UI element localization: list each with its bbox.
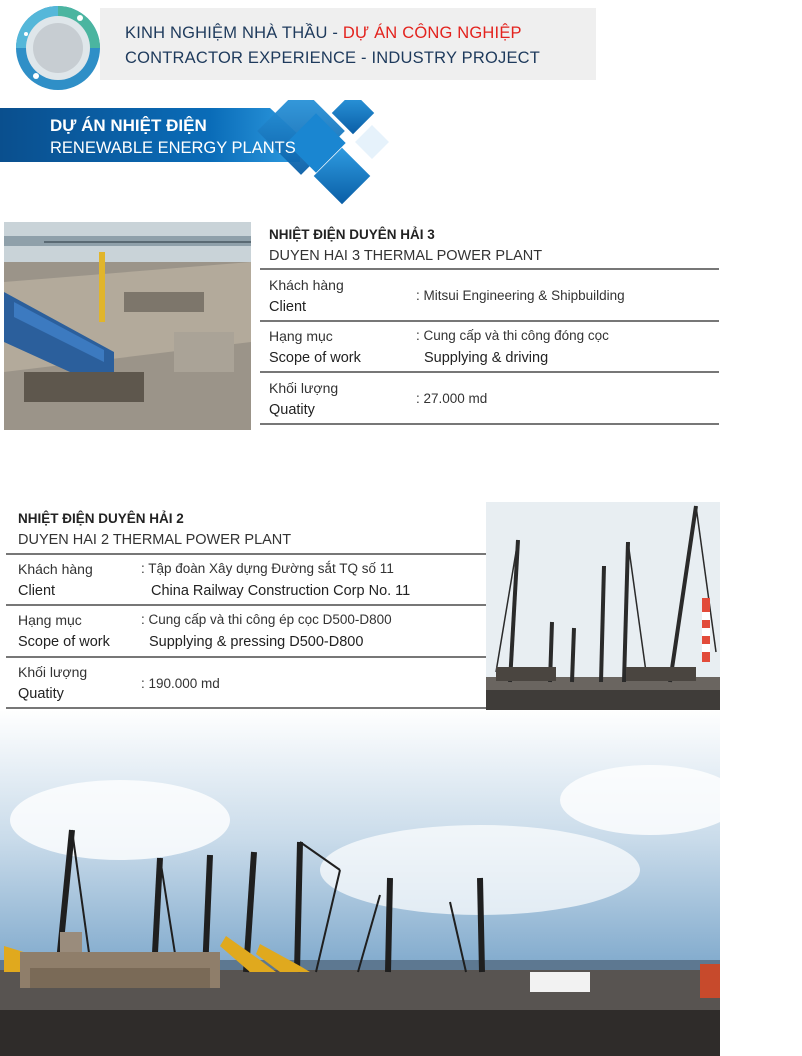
scope-label-en: Scope of work bbox=[269, 350, 361, 366]
divider bbox=[260, 371, 719, 373]
client-value-vi: : Tập đoàn Xây dựng Đường sắt TQ số 11 bbox=[141, 561, 394, 576]
section-title-en: RENEWABLE ENERGY PLANTS bbox=[50, 139, 296, 157]
scope-value-en: Supplying & pressing D500-D800 bbox=[149, 634, 364, 650]
quantity-label-vi: Khối lượng bbox=[269, 380, 339, 396]
scope-label-vi: Hạng mục bbox=[269, 328, 333, 344]
scope-value-vi: : Cung cấp và thi công ép cọc D500-D800 bbox=[141, 612, 392, 627]
project-title-en: DUYEN HAI 2 THERMAL POWER PLANT bbox=[18, 532, 292, 548]
client-value: : Mitsui Engineering & Shipbuilding bbox=[416, 288, 625, 303]
divider bbox=[6, 707, 486, 709]
divider bbox=[6, 553, 486, 555]
quantity-label-en: Quatity bbox=[269, 402, 315, 418]
client-label-vi: Khách hàng bbox=[18, 561, 93, 577]
quantity-label-en: Quatity bbox=[18, 686, 64, 702]
company-logo-icon bbox=[14, 4, 102, 92]
project-title-vi: NHIỆT ĐIỆN DUYÊN HẢI 3 bbox=[269, 227, 435, 242]
scope-value-vi: : Cung cấp và thi công đóng cọc bbox=[416, 328, 609, 343]
project-photo-duyen-hai-2 bbox=[486, 502, 720, 716]
divider bbox=[260, 423, 719, 425]
divider bbox=[260, 268, 719, 270]
quantity-value: : 27.000 md bbox=[416, 391, 488, 406]
client-value-en: China Railway Construction Corp No. 11 bbox=[151, 583, 411, 599]
scope-label-vi: Hạng mục bbox=[18, 612, 82, 628]
site-panorama-photo bbox=[0, 710, 720, 1056]
divider bbox=[6, 656, 486, 658]
project-title-en: DUYEN HAI 3 THERMAL POWER PLANT bbox=[269, 248, 543, 264]
header-title-en: CONTRACTOR EXPERIENCE - INDUSTRY PROJECT bbox=[125, 49, 541, 67]
scope-value-en: Supplying & driving bbox=[424, 350, 549, 366]
header-title-vi: KINH NGHIỆM NHÀ THẦU - DỰ ÁN CÔNG NGHIỆP bbox=[125, 24, 522, 42]
header-title-highlight: DỰ ÁN CÔNG NGHIỆP bbox=[342, 24, 522, 42]
client-label-en: Client bbox=[269, 299, 307, 315]
header-band bbox=[100, 8, 596, 80]
project-title-vi: NHIỆT ĐIỆN DUYÊN HẢI 2 bbox=[18, 511, 184, 526]
project-photo-duyen-hai-3 bbox=[4, 222, 251, 430]
divider bbox=[260, 320, 719, 322]
scope-label-en: Scope of work bbox=[18, 634, 110, 650]
section-title-vi: DỰ ÁN NHIỆT ĐIỆN bbox=[50, 116, 207, 135]
divider bbox=[6, 604, 486, 606]
client-label-vi: Khách hàng bbox=[269, 277, 344, 293]
quantity-label-vi: Khối lượng bbox=[18, 664, 88, 680]
quantity-value: : 190.000 md bbox=[141, 676, 220, 691]
client-label-en: Client bbox=[18, 583, 56, 599]
